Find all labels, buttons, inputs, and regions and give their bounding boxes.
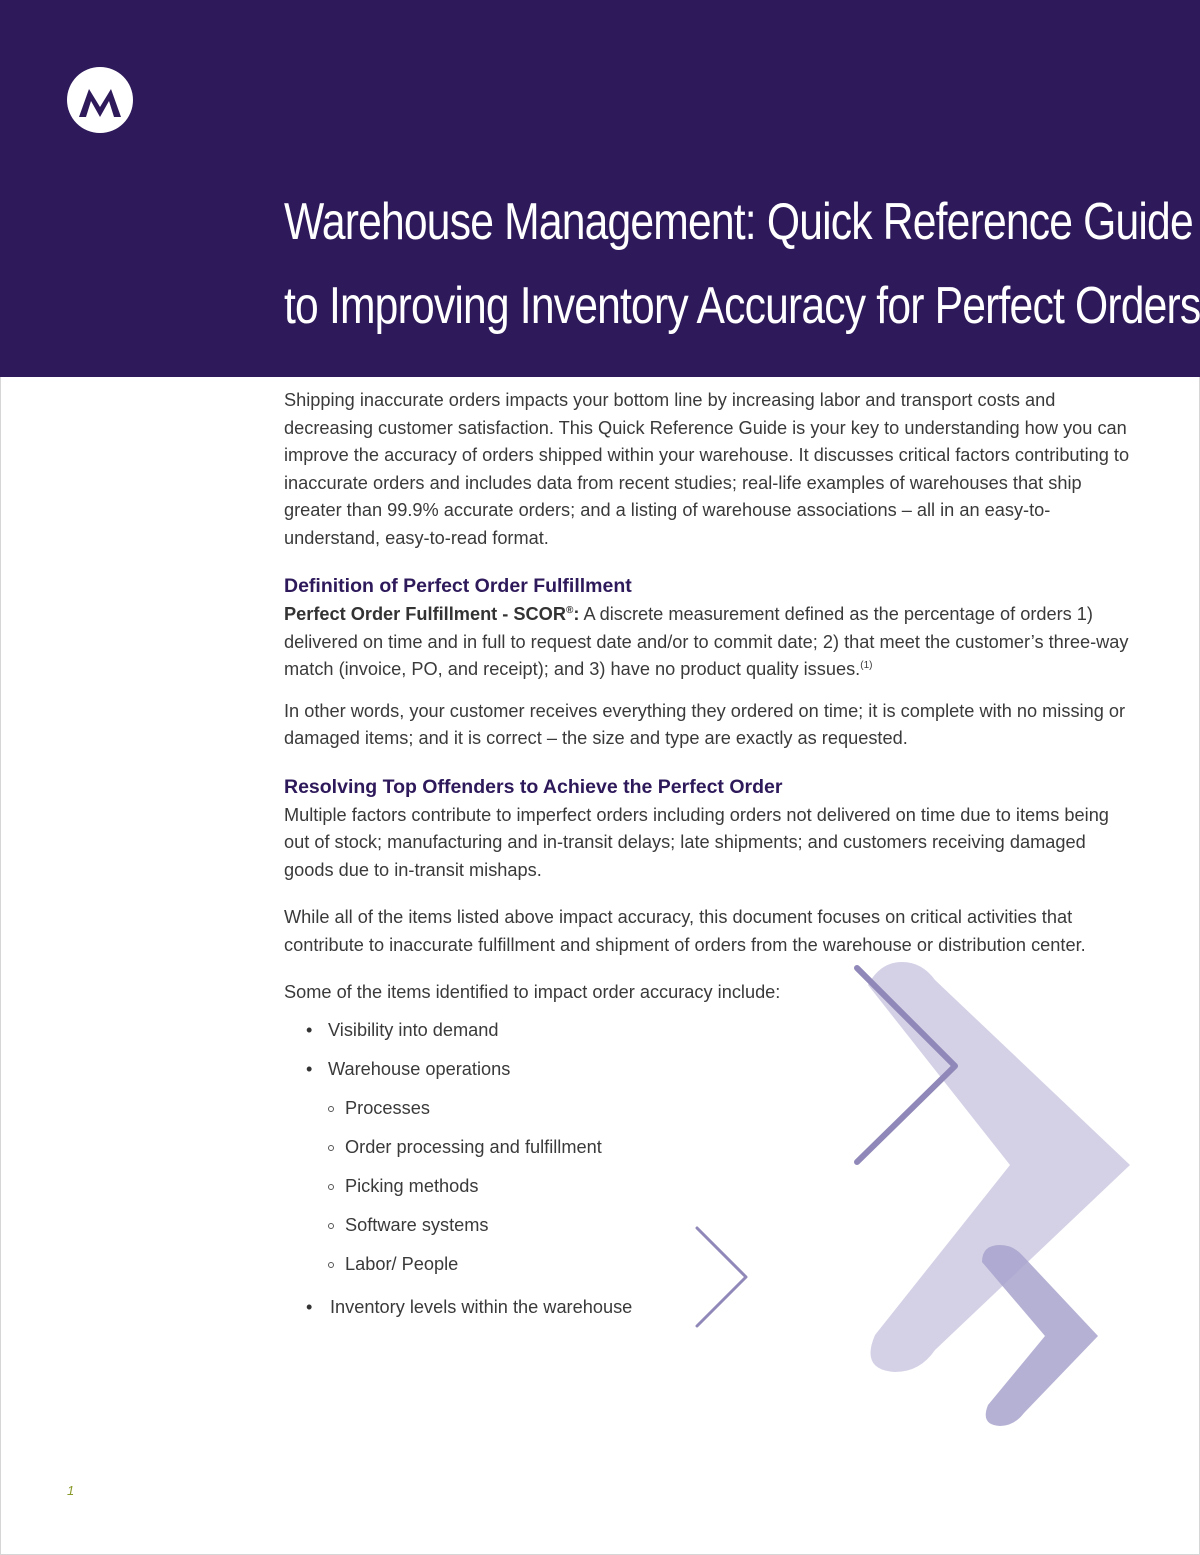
sub-list-item: Picking methods	[284, 1173, 1134, 1212]
footnote-ref: (1)	[860, 659, 873, 671]
header-banner	[0, 0, 1200, 377]
sub-list-item: Order processing and fulfillment	[284, 1134, 1134, 1173]
offenders-paragraph-2: While all of the items listed above impact accuracy, this document focuses on critical activities that contribute to inaccurate fulfillment and shipment of orders from the warehouse or distribution center.	[284, 907, 1086, 955]
title-line-2: to Improving Inventory Accuracy for Perfect Orders	[284, 277, 1200, 335]
sub-list-item: Software systems	[284, 1212, 1134, 1251]
offenders-paragraph-1: Multiple factors contribute to imperfect orders including orders not delivered on time due to items being out of stock; manufacturing and in-transit delays; late shipments; and customers receiving damaged goods due to in-transit mishaps.	[284, 804, 1109, 880]
impact-list	[284, 1017, 1134, 1095]
intro-paragraph: Shipping inaccurate orders impacts your bottom line by increasing labor and transport costs and decreasing customer satisfaction. This Quick Reference Guide is your key to understanding how you can improve the accuracy of orders shipped within your warehouse. It discusses critical factors contributing to inaccurate orders and includes data from recent studies; real-life examples of warehouses that ship greater than 99.9% accurate orders; and a listing of warehouse associations – all in an easy-to-understand, easy-to-read format.	[284, 390, 1130, 548]
page-number: 1	[67, 1483, 75, 1498]
title-line-1: Warehouse Management: Quick Reference Guide	[284, 193, 1193, 251]
definition-heading: Definition of Perfect Order Fulfillment	[284, 575, 632, 597]
definition-colon: :	[573, 604, 580, 624]
registered-mark: ®	[565, 604, 574, 616]
sub-list-item: Labor/ People	[284, 1251, 1134, 1290]
list-item: • Warehouse operations	[284, 1056, 1134, 1095]
page-title	[284, 180, 1200, 348]
main-content	[284, 387, 1134, 1333]
warehouse-operations-sublist	[284, 1095, 1134, 1290]
list-item: • Inventory levels within the warehouse	[284, 1294, 1134, 1333]
sub-list-item: Processes	[284, 1095, 1134, 1134]
motorola-logo-icon	[67, 67, 133, 133]
definition-lead: Perfect Order Fulfillment - SCOR	[284, 604, 566, 624]
definition-body: A discrete measurement defined as the percentage of orders 1) delivered on time and in full to request date and/or to commit date; 2) that meet the customer’s three-way match (invoice, PO, and receipt); and 3) have no product quality issues.	[284, 604, 1129, 679]
definition-paragraph	[284, 601, 1134, 684]
list-item: • Visibility into demand	[284, 1017, 1134, 1056]
impact-list-continued	[284, 1294, 1134, 1333]
offenders-heading: Resolving Top Offenders to Achieve the Perfect Order	[284, 775, 783, 798]
other-words-paragraph: In other words, your customer receives everything they ordered on time; it is complete with no missing or damaged items; and it is correct – the size and type are exactly as requested.	[284, 700, 1126, 748]
list-intro: Some of the items identified to impact order accuracy include:	[284, 982, 781, 1002]
